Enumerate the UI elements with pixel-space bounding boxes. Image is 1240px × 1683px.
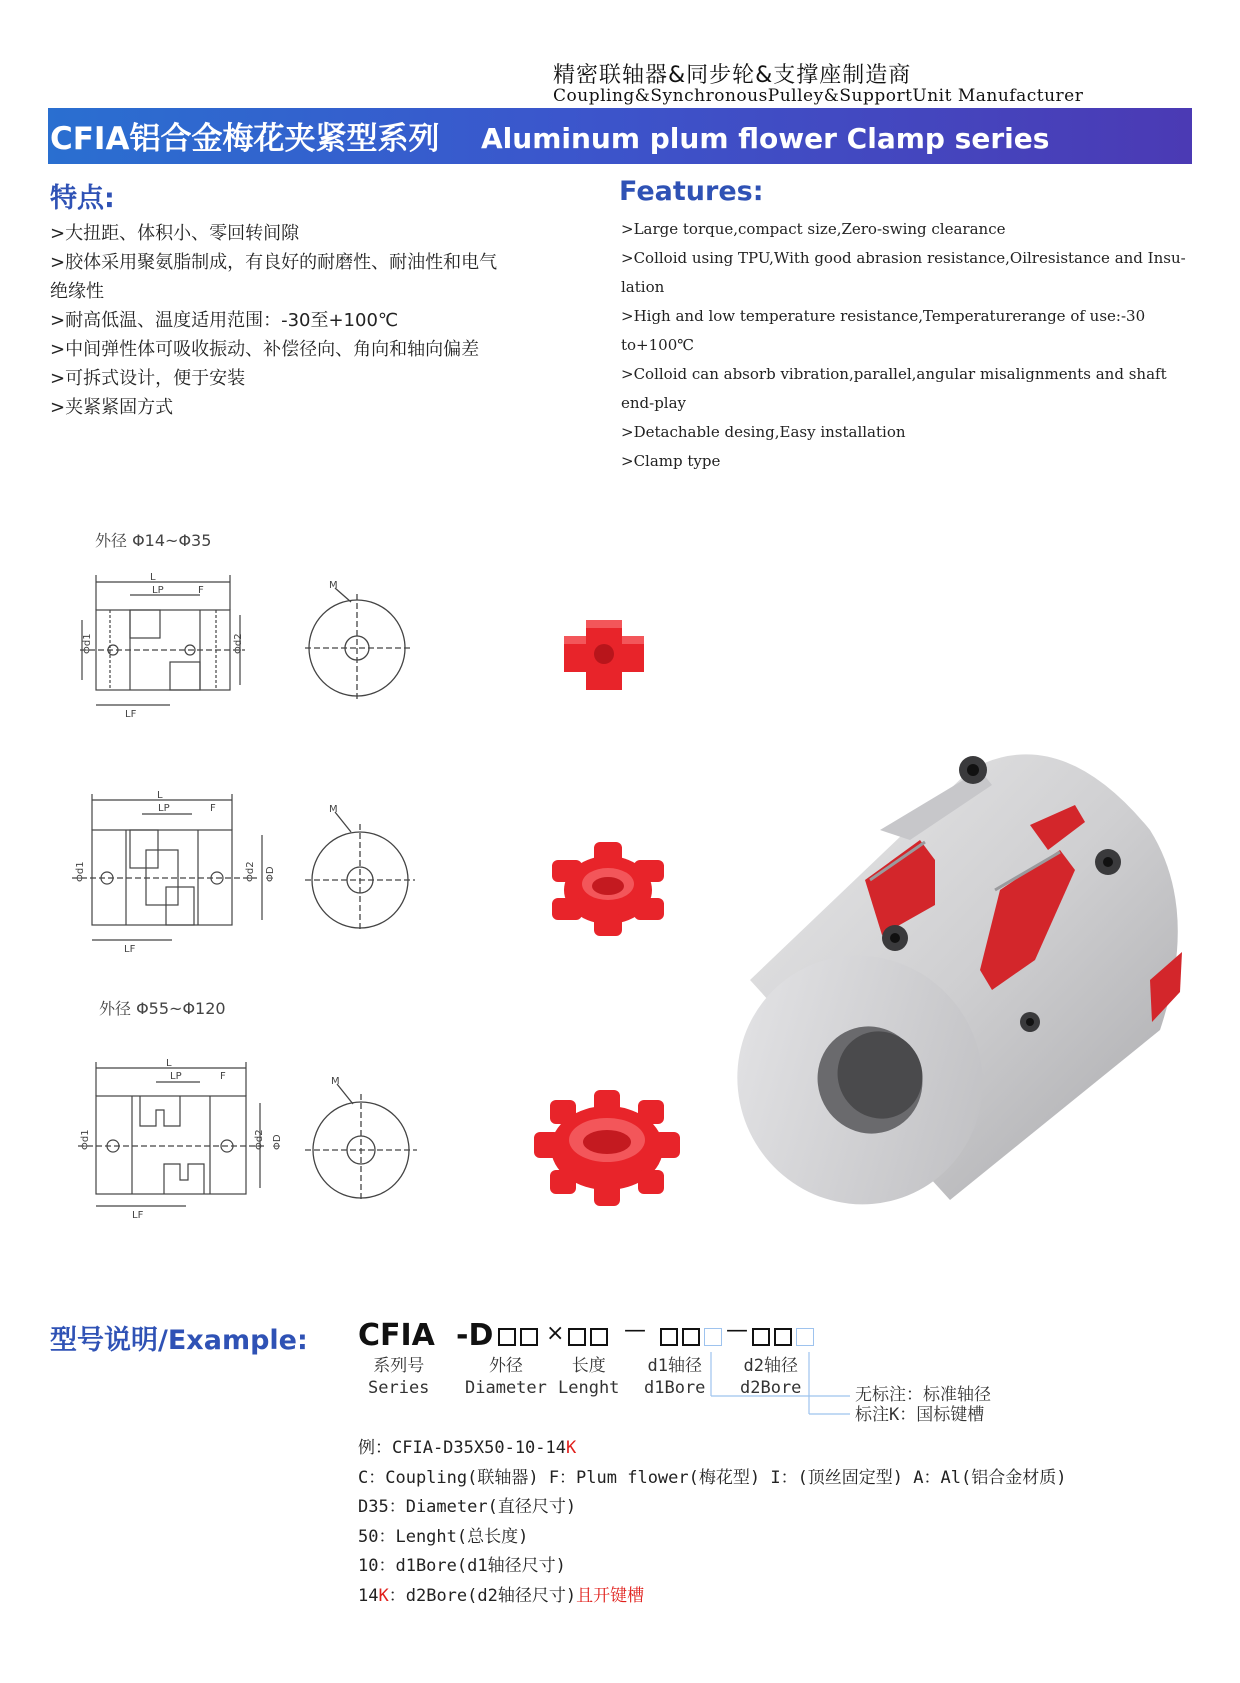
list-item: >耐高低温、温度适用范围：-30至+100℃ xyxy=(50,310,399,331)
code-d1-boxes xyxy=(660,1326,726,1348)
list-item: 例：CFIA-D35X50-10-14K xyxy=(358,1438,577,1458)
code-dash-2: — xyxy=(726,1318,748,1343)
dim-F: F xyxy=(220,1071,226,1082)
end-view-drawing-1 xyxy=(305,580,415,700)
dim-L: L xyxy=(157,790,163,801)
list-item: lation xyxy=(621,278,665,296)
dim-D: ΦD xyxy=(272,1134,283,1150)
features-heading-cn: 特点: xyxy=(50,183,115,214)
dim-d2: Φd2 xyxy=(245,861,256,882)
manufacturer-cn: 精密联轴器&同步轮&支撑座制造商 xyxy=(553,63,912,88)
example-heading: 型号说明/Example: xyxy=(50,1325,308,1356)
dim-d1: Φd1 xyxy=(82,633,93,654)
features-list-cn xyxy=(50,219,570,422)
end-view-drawing-2 xyxy=(305,802,415,932)
list-item: >中间弹性体可吸收振动、补偿径向、角向和轴向偏差 xyxy=(50,339,480,360)
label-d1: d1轴径 d1Bore xyxy=(644,1356,706,1398)
manufacturer-en: Coupling&SynchronousPulley&SupportUnit Manufacturer xyxy=(553,86,1084,106)
list-item: >可拆式设计，便于安装 xyxy=(50,368,246,389)
list-item: C：Coupling(联轴器) F：Plum flower(梅花型) I：(顶丝固定型) A：Al(铝合金材质) xyxy=(358,1467,1067,1488)
list-item: 14K：d2Bore(d2轴径尺寸)且开键槽 xyxy=(358,1585,645,1606)
dim-LF: LF xyxy=(125,709,137,720)
dim-d2: Φd2 xyxy=(254,1129,265,1150)
code-diameter-boxes xyxy=(498,1326,542,1348)
features-heading-en: Features: xyxy=(619,176,764,207)
list-item: >Large torque,compact size,Zero-swing clearance xyxy=(621,220,1006,238)
list-item: >夹紧紧固方式 xyxy=(50,397,174,418)
dim-L: L xyxy=(150,572,156,583)
list-item: 绝缘性 xyxy=(50,281,104,302)
dim-F: F xyxy=(210,803,216,814)
list-item: >大扭距、体积小、零回转间隙 xyxy=(50,223,300,244)
dim-M: M xyxy=(329,804,338,815)
label-d2: d2轴径 d2Bore xyxy=(740,1356,802,1398)
dim-LP: LP xyxy=(152,585,164,596)
dim-d1: Φd1 xyxy=(80,1129,91,1150)
spider-4-lobe-image xyxy=(556,612,656,697)
dim-M: M xyxy=(329,580,338,591)
side-view-drawing-1 xyxy=(70,570,250,720)
label-diameter: 外径 Diameter xyxy=(465,1356,547,1398)
code-dash-1: — xyxy=(624,1318,646,1343)
list-item: >Detachable desing,Easy installation xyxy=(621,423,906,441)
page-title-en: Aluminum plum flower Clamp series xyxy=(481,122,1050,155)
note-keyway: 标注K：国标键槽 xyxy=(855,1405,985,1425)
label-length: 长度 Lenght xyxy=(558,1356,620,1398)
side-view-drawing-3 xyxy=(70,1058,283,1221)
list-item: >Colloid can absorb vibration,parallel,angular misalignments and shaft xyxy=(621,365,1167,383)
dim-L: L xyxy=(166,1058,172,1069)
list-item: >Clamp type xyxy=(621,452,721,470)
label-series: 系列号 Series xyxy=(368,1356,430,1398)
code-series: CFIA xyxy=(358,1318,435,1353)
code-length-boxes xyxy=(568,1326,612,1348)
list-item: to+100℃ xyxy=(621,336,695,354)
spider-8-lobe-image xyxy=(532,1088,682,1206)
dim-d2: Φd2 xyxy=(233,633,244,654)
features-list-en xyxy=(621,215,1196,476)
coupling-product-image xyxy=(730,730,1190,1210)
spider-6-lobe-image xyxy=(546,838,670,938)
dim-LP: LP xyxy=(158,803,170,814)
list-item: >High and low temperature resistance,Temperaturerange of use:-30 xyxy=(621,307,1146,325)
note-standard-bore: 无标注：标准轴径 xyxy=(855,1385,991,1405)
range-label-large: 外径 Φ55~Φ120 xyxy=(99,999,226,1018)
code-leader-lines xyxy=(710,1350,860,1420)
code-diameter-prefix: -D xyxy=(456,1318,494,1353)
dim-D: ΦD xyxy=(265,866,276,882)
dim-LP: LP xyxy=(170,1071,182,1082)
end-view-drawing-3 xyxy=(305,1072,415,1202)
list-item: >胶体采用聚氨脂制成，有良好的耐磨性、耐油性和电气 xyxy=(50,252,498,273)
dim-d1: Φd1 xyxy=(75,861,86,882)
page-title-cn: CFIA铝合金梅花夹紧型系列 xyxy=(50,121,440,157)
list-item: 50：Lenght(总长度) xyxy=(358,1526,529,1547)
dim-LF: LF xyxy=(124,944,136,955)
code-times-symbol: × xyxy=(546,1321,565,1346)
example-explanation-list xyxy=(358,1434,1066,1611)
dim-M: M xyxy=(331,1076,340,1087)
list-item: D35：Diameter(直径尺寸) xyxy=(358,1497,577,1517)
dim-F: F xyxy=(198,585,204,596)
list-item: >Colloid using TPU,With good abrasion resistance,Oilresistance and Insu- xyxy=(621,249,1186,267)
list-item: end-play xyxy=(621,394,687,412)
list-item: 10：d1Bore(d1轴径尺寸) xyxy=(358,1556,566,1576)
dim-LF: LF xyxy=(132,1210,144,1221)
side-view-drawing-2 xyxy=(62,790,276,955)
code-d2-boxes xyxy=(752,1326,818,1348)
range-label-small: 外径 Φ14~Φ35 xyxy=(95,531,212,550)
